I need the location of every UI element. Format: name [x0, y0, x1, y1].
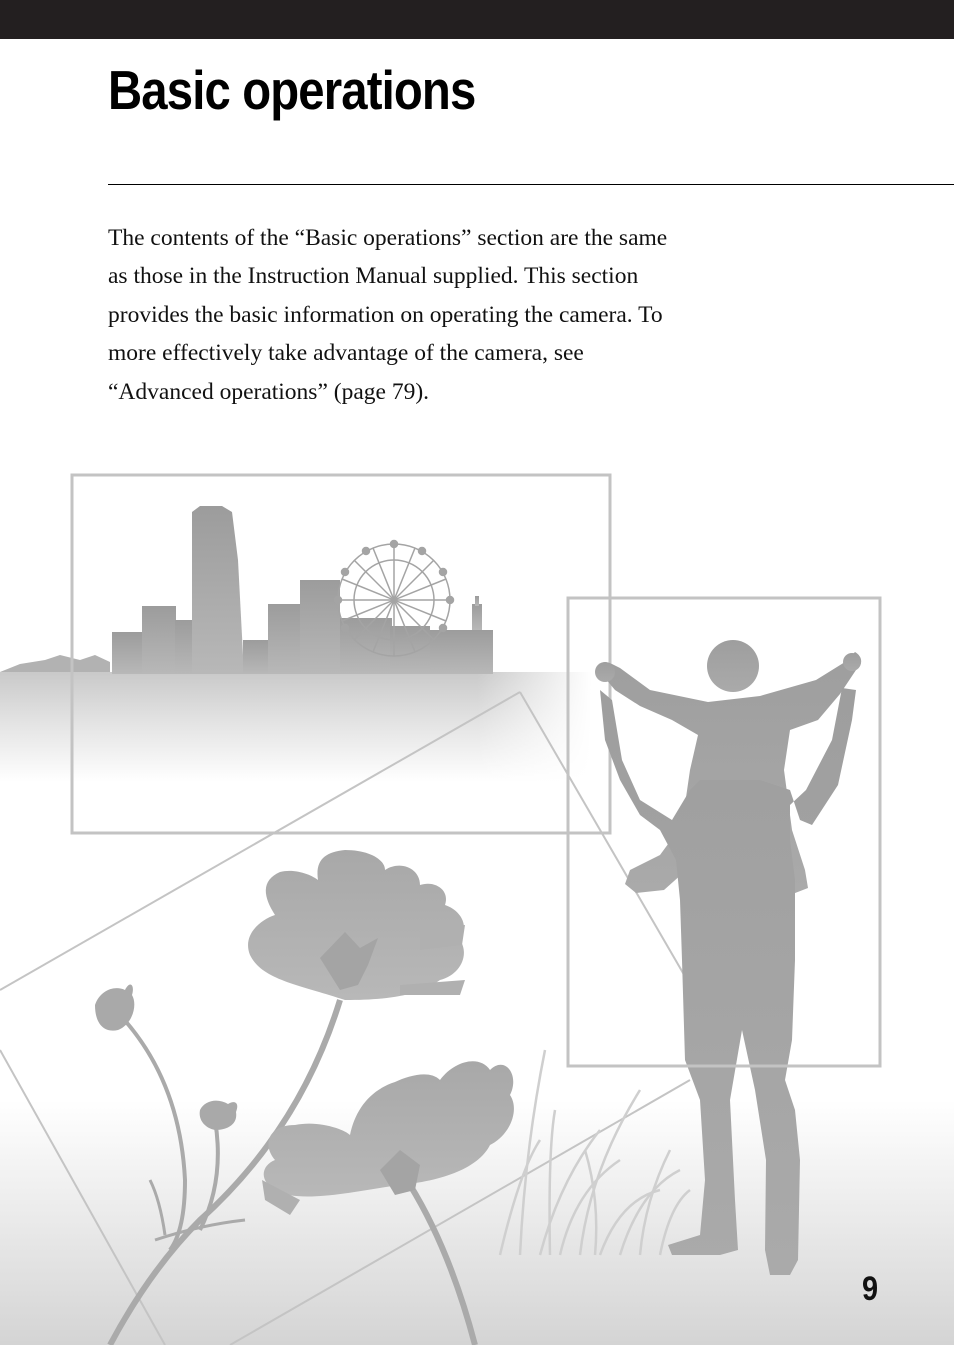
city-skyline-icon	[112, 506, 493, 674]
page-title: Basic operations	[108, 59, 476, 121]
header-bar	[0, 0, 954, 39]
decorative-illustration	[0, 460, 954, 1345]
intro-paragraph: The contents of the “Basic operations” section are the same as those in the Instruction Manual supplied. This section provides the basic information on operating the camera. To more effectively take advantage of the camera, see “Advanced operations” (page 79).	[108, 225, 668, 405]
hill-silhouette	[0, 655, 110, 672]
page-number: 9	[862, 1270, 879, 1308]
title-divider	[108, 184, 954, 185]
